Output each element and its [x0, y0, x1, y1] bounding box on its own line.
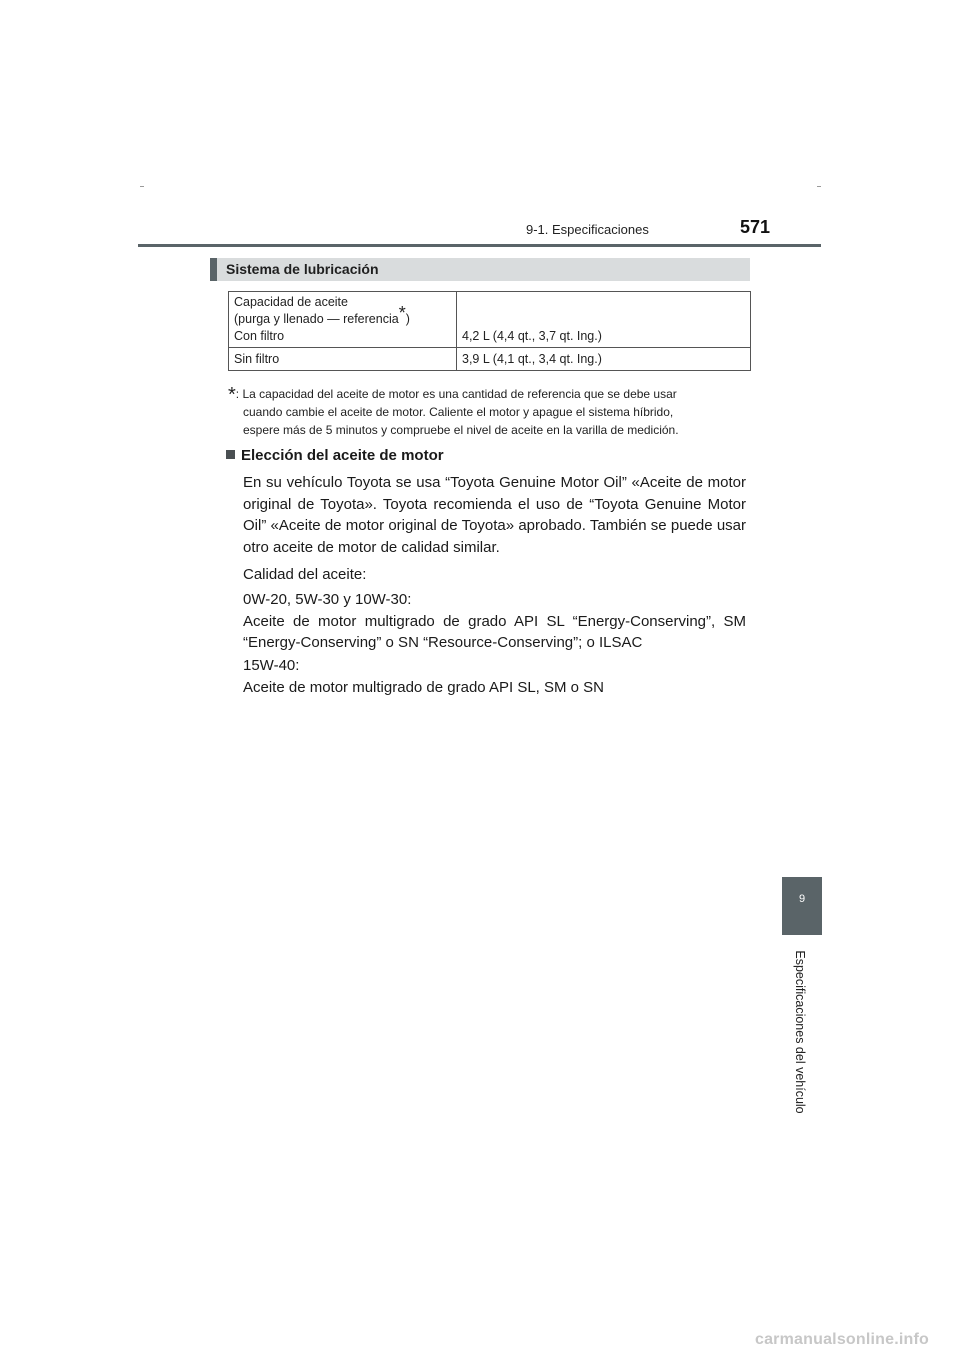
square-bullet-icon	[226, 450, 235, 459]
viscosity-grades-1: 0W-20, 5W-30 y 10W-30:	[243, 591, 412, 608]
header-section-title: 9-1. Especificaciones	[526, 222, 649, 237]
table-row	[229, 292, 751, 348]
footnote-line3: espere más de 5 minutos y compruebe el nivel de aceite en la varilla de medición.	[243, 423, 679, 437]
watermark: carmanualsonline.info	[724, 1322, 960, 1358]
footnote	[228, 385, 746, 439]
footnote-line2: cuando cambie el aceite de motor. Caliente el motor y apague el sistema híbrido,	[243, 405, 674, 419]
paragraph-oil-quality-label: Calidad del aceite:	[243, 566, 367, 583]
oil-capacity-table	[228, 291, 751, 371]
footnote-line1: : La capacidad del aceite de motor es una cantidad de referencia que se debe usar	[235, 387, 677, 401]
table-label-line2-end: )	[405, 312, 410, 326]
subsection-heading	[226, 447, 444, 464]
table-cell-label	[229, 292, 457, 348]
viscosity-grades-2: 15W-40:	[243, 657, 300, 674]
row-label-without-filter: Sin filtro	[234, 352, 280, 366]
header-divider	[138, 244, 821, 247]
chapter-tab	[782, 877, 822, 935]
chapter-label: Especificaciones del vehículo	[793, 949, 807, 1114]
table-cell-value	[457, 348, 751, 371]
row-label-with-filter: Con filtro	[234, 329, 285, 343]
page-number: 571	[740, 217, 771, 237]
paragraph-oil-grade-2	[243, 655, 746, 698]
table-label-line1: Capacidad de aceite	[234, 295, 348, 309]
table-cell-label	[229, 348, 457, 371]
row-value-without-filter: 3,9 L (4,1 qt., 3,4 qt. Ing.)	[462, 352, 602, 366]
subsection-title: Elección del aceite de motor	[241, 447, 444, 464]
row-value-with-filter: 4,2 L (4,4 qt., 3,7 qt. Ing.)	[462, 329, 602, 343]
crop-mark-right	[817, 186, 821, 187]
footnote-line	[228, 384, 746, 406]
oil-spec-1: Aceite de motor multigrado de grado API SL “Energy-Conserving”, SM “Energy-Conserving” o SN “Resource-Conserving”; o ILSAC	[243, 612, 746, 651]
section-title: Sistema de lubricación	[226, 261, 379, 277]
crop-mark-left	[140, 186, 144, 187]
chapter-side-label	[780, 944, 820, 1119]
paragraph-oil-grade-1	[243, 589, 746, 654]
footnote-asterisk: *	[228, 384, 236, 406]
section-title-bar	[210, 258, 750, 281]
table-label-line2: (purga y llenado — referencia	[234, 312, 399, 326]
table-row	[229, 348, 751, 371]
oil-spec-2: Aceite de motor multigrado de grado API SL, SM o SN	[243, 678, 605, 696]
asterisk-marker: *	[398, 303, 406, 323]
chapter-number: 9	[798, 893, 806, 905]
table-cell-value	[457, 292, 751, 348]
paragraph-oil-intro: En su vehículo Toyota se usa “Toyota Genuine Motor Oil” «Aceite de motor original de Toyota». Toyota recomienda el uso de “Toyota Genuine Motor Oil” «Aceite de motor original de Toyota» aprobado. También se puede usar otro aceite de motor de calidad similar.	[243, 474, 746, 556]
